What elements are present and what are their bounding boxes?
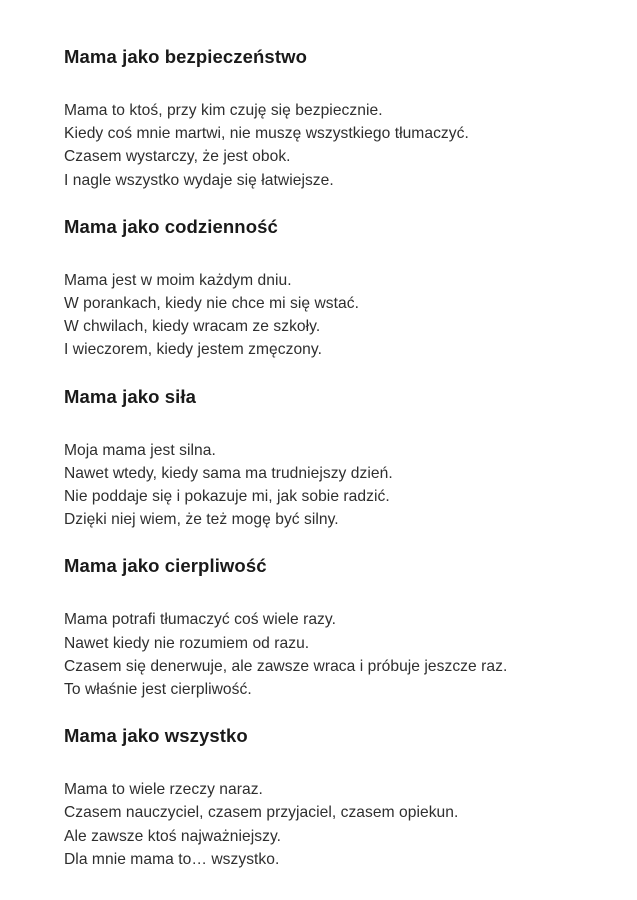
section-paragraph <box>64 608 534 701</box>
body-line: W chwilach, kiedy wracam ze szkoły. <box>64 318 321 336</box>
body-line: Ale zawsze ktoś najważniejszy. <box>64 827 282 845</box>
section-paragraph <box>64 439 534 532</box>
section-paragraph <box>64 99 534 192</box>
body-line: Nawet kiedy nie rozumiem od razu. <box>64 634 310 652</box>
document-body <box>64 44 534 871</box>
section-cierpliwosc <box>64 553 534 701</box>
body-line: Czasem nauczyciel, czasem przyjaciel, czasem opiekun. <box>64 804 459 822</box>
section-sila <box>64 384 534 532</box>
section-heading: Mama jako codzienność <box>64 215 278 237</box>
body-line: Dzięki niej wiem, że też mogę być silny. <box>64 511 339 529</box>
section-paragraph <box>64 778 534 871</box>
section-wszystko <box>64 723 534 871</box>
body-line: Nawet wtedy, kiedy sama ma trudniejszy dzień. <box>64 464 393 482</box>
body-line: Czasem wystarczy, że jest obok. <box>64 148 291 166</box>
body-line: I nagle wszystko wydaje się łatwiejsze. <box>64 171 334 189</box>
body-line: Kiedy coś mnie martwi, nie muszę wszystkiego tłumaczyć. <box>64 125 469 143</box>
body-line: To właśnie jest cierpliwość. <box>64 681 252 699</box>
body-line: Mama to ktoś, przy kim czuję się bezpiecznie. <box>64 102 383 119</box>
section-heading: Mama jako siła <box>64 385 196 407</box>
section-codziennosc <box>64 214 534 362</box>
body-line: Mama to wiele rzeczy naraz. <box>64 781 263 799</box>
section-heading: Mama jako cierpliwość <box>64 555 267 577</box>
section-paragraph <box>64 269 534 362</box>
body-line: W porankach, kiedy nie chce mi się wstać. <box>64 295 359 313</box>
body-line: Mama jest w moim każdym dniu. <box>64 271 292 289</box>
body-line: Mama potrafi tłumaczyć coś wiele razy. <box>64 611 336 629</box>
body-line: Dla mnie mama to… wszystko. <box>64 850 280 868</box>
section-heading: Mama jako bezpieczeństwo <box>64 46 307 67</box>
body-line: Czasem się denerwuje, ale zawsze wraca i próbuje jeszcze raz. <box>64 657 508 675</box>
section-bezpieczenstwo <box>64 44 534 192</box>
section-heading: Mama jako wszystko <box>64 725 248 747</box>
body-line: Nie poddaje się i pokazuje mi, jak sobie radzić. <box>64 488 390 506</box>
body-line: I wieczorem, kiedy jestem zmęczony. <box>64 341 322 359</box>
body-line: Moja mama jest silna. <box>64 441 216 459</box>
